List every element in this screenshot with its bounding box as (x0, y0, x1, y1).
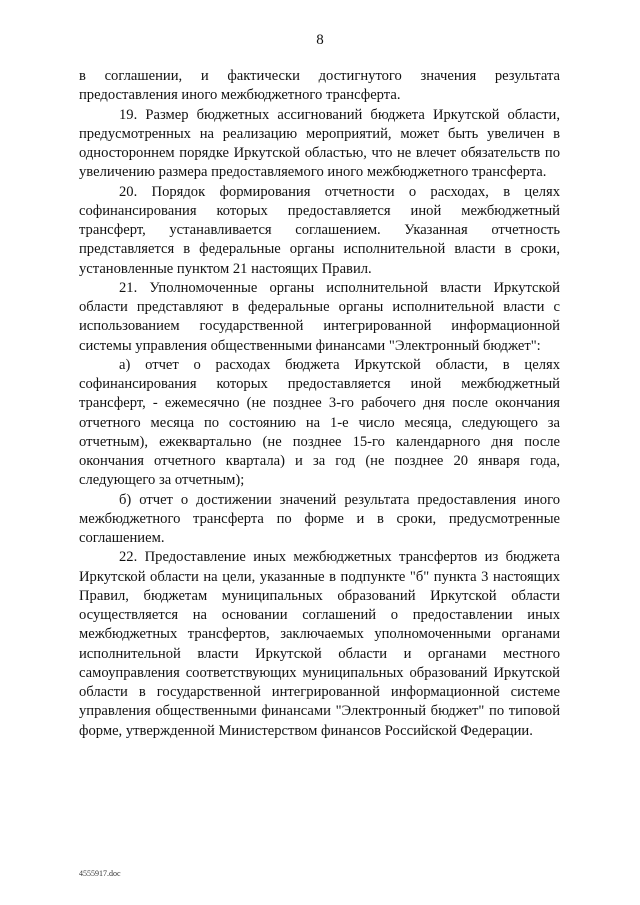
paragraph-21: 21. Уполномоченные органы исполнительной власти Иркутской области представляют в федеральные органы исполнительной власти с использованием государственной интегрированной информационной системы управления общественными финансами "Электронный бюджет": (79, 279, 560, 354)
paragraph-20: 20. Порядок формирования отчетности о расходах, в целях софинансирования которых предоставляется иной межбюджетный трансферт, устанавливается соглашением. Указанная отчетность представляется в федеральные органы исполнительной власти в сроки, установленные пунктом 21 настоящих Правил. (79, 183, 560, 277)
paragraph-21-a: а) отчет о расходах бюджета Иркутской области, в целях софинансирования которых предоставляется иной межбюджетный трансферт, - ежемесячно (не позднее 3-го рабочего дня после окончания отчетного месяца по состоянию на 1-е число месяца, следующего за отчетным), ежеквартально (не позднее 15-го календарного дня после окончания отчетного квартала) и за год (не позднее 20 января года, следующего за отчетным); (79, 356, 560, 489)
document-body (79, 67, 560, 741)
page-number: 8 (316, 32, 324, 48)
paragraph-21-b: б) отчет о достижении значений результата предоставления иного межбюджетного трансферта по форме и в сроки, предусмотренные соглашением. (79, 491, 560, 546)
paragraph-22: 22. Предоставление иных межбюджетных трансфертов из бюджета Иркутской области на цели, указанные в подпункте "б" пункта 3 настоящих Правил, бюджетам муниципальных образований Иркутской области осуществляется на основании соглашений о предоставлении иных межбюджетных трансфертов, заключаемых уполномоченными органами исполнительной власти Иркутской области и органами местного самоуправления соответствующих муниципальных образований Иркутской области в государственной интегрированной информационной системе управления общественными финансами "Электронный бюджет" по типовой форме, утвержденной Министерством финансов Российской Федерации. (79, 549, 560, 739)
document-file-id: 4555917.doc (79, 869, 121, 878)
paragraph-continuation: в соглашении, и фактически достигнутого значения результата предоставления иного межбюджетного трансферта. (79, 68, 560, 104)
paragraph-19: 19. Размер бюджетных ассигнований бюджета Иркутской области, предусмотренных на реализацию мероприятий, может быть увеличен в одностороннем порядке Иркутской областью, что не влечет обязательств по увеличению размера предоставляемого иного межбюджетного трансферта. (79, 106, 560, 181)
